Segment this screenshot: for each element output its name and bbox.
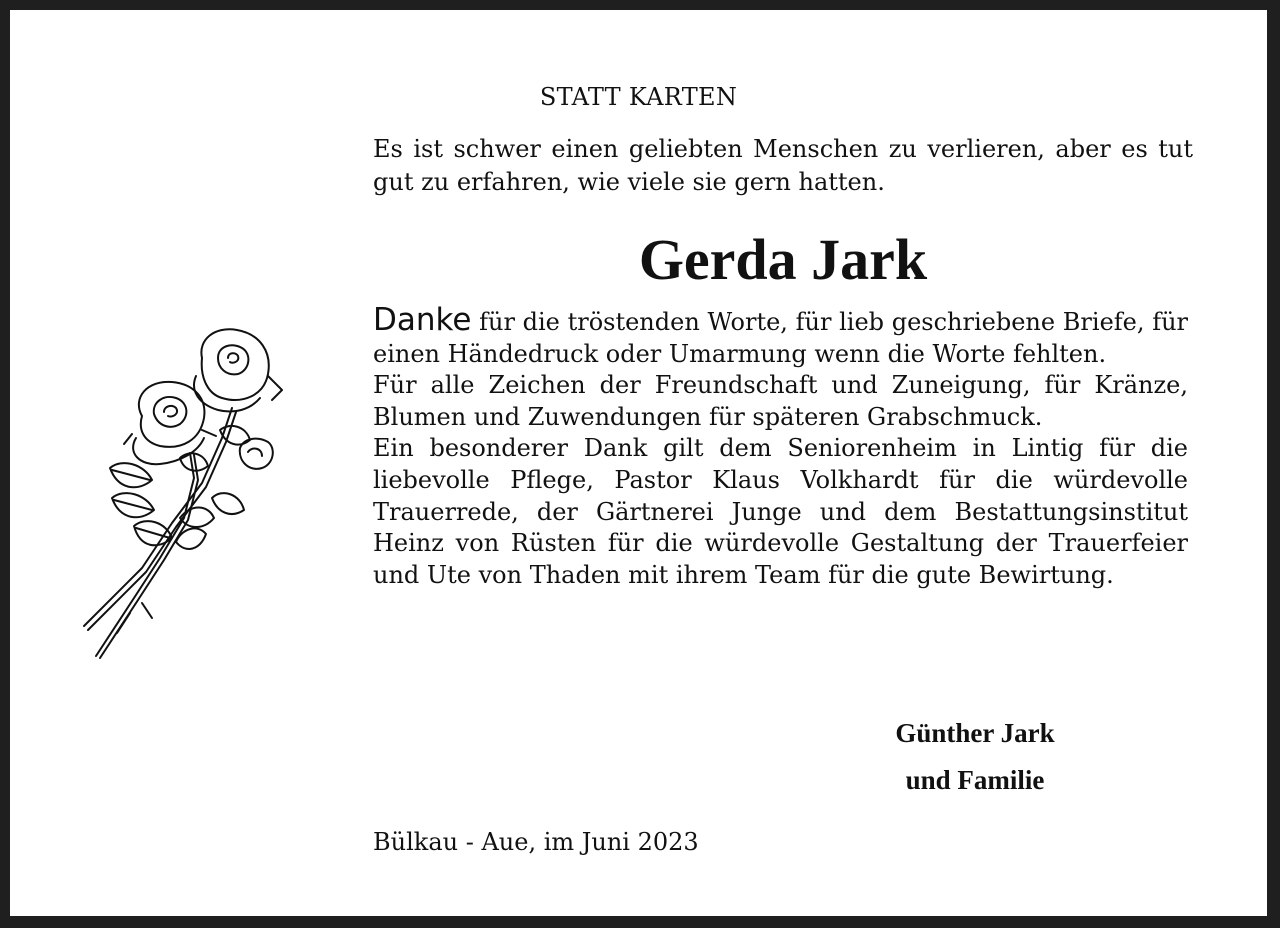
roses-illustration-icon <box>72 318 302 663</box>
thank-you-text <box>373 302 1188 591</box>
signature-family: und Familie <box>905 765 1045 795</box>
obituary-card <box>10 10 1267 916</box>
thank-you-paragraph-2: Für alle Zeichen der Freundschaft und Zuneigung, für Kränze, Blumen und Zuwendungen für späteren Grabschmuck. <box>373 371 1188 431</box>
thank-you-paragraph-1 <box>373 302 1188 370</box>
kicker-heading: STATT KARTEN <box>539 83 738 111</box>
danke-lead-word: Danke <box>373 302 472 338</box>
thank-you-paragraph-3: Ein besonderer Dank gilt dem Seniorenheim in Lintig für die liebevolle Pflege, Pastor Klaus Volkhardt für die würdevolle Trauerrede, der Gärtnerei Junge und dem Bestattungsinstitut Heinz von Rüsten für die würdevolle Gestaltung der Trauerfeier und Ute von Thaden mit ihrem Team für die gute Bewirtung. <box>373 434 1188 589</box>
deceased-name: Gerda Jark <box>638 227 928 292</box>
place-date: Bülkau - Aue, im Juni 2023 <box>373 828 699 856</box>
paragraph-1-text: für die tröstenden Worte, für lieb geschriebene Briefe, für einen Händedruck oder Umarmung wenn die Worte fehlten. <box>373 308 1188 368</box>
intro-text: Es ist schwer einen geliebten Menschen zu verlieren, aber es tut gut zu erfahren, wie viele sie gern hatten. <box>373 135 1193 196</box>
signature-name: Günther Jark <box>895 718 1055 748</box>
